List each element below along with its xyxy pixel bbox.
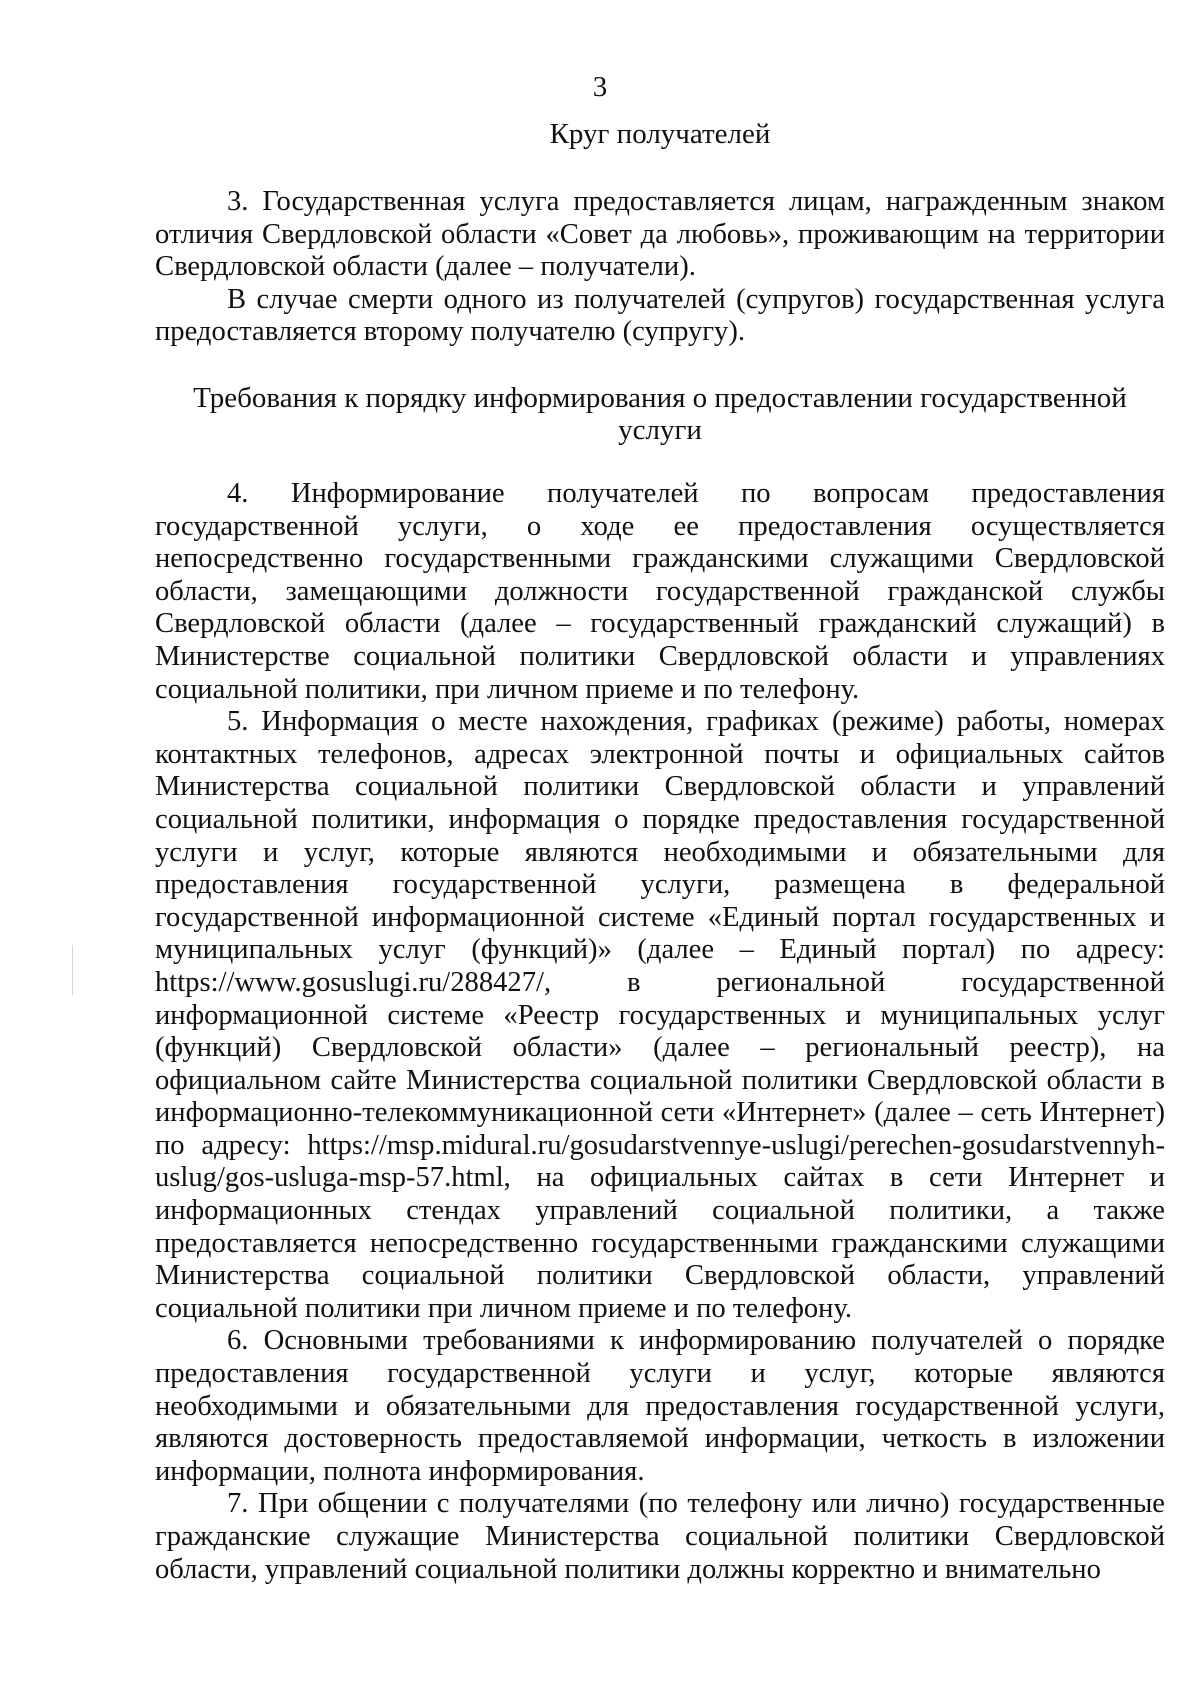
section-heading-information-requirements: Требования к порядку информирования о предоставлении государственной услуги <box>193 382 1127 446</box>
paragraph-4: 4. Информирование получателей по вопросам предоставления государственной услуги, о ходе ее предоставления осуществляется непосредственно государственными гражданскими служащими Свердловской области, замещающими должности государственной гражданской службы Свердловской области (далее – государственный гражданский служащий) в Министерстве социальной политики Свердловской области и управлениях социальной политики, при личном приеме и по телефону. <box>155 478 1165 705</box>
paragraph-5: 5. Информация о месте нахождения, графиках (режиме) работы, номерах контактных телефонов, адресах электронной почты и официальных сайтов Министерства социальной политики Свердловской области и управлений социальной политики, информация о порядке предоставления государственной услуги и услуг, которые являются необходимыми и обязательными для предоставления государственной услуги, размещена в федеральной государственной информационной системе «Единый портал государственных и муниципальных услуг (функций)» (далее – Единый портал) по адресу: https://www.gosuslugi.ru/288427/, в региональной государственной информационной системе «Реестр государственных и муниципальных услуг (функций) Свердловской области» (далее – региональный реестр), на официальном сайте Министерства социальной политики Свердловской области в информационно-телекоммуникационной сети «Интернет» (далее – сеть Интернет) по адресу: https://msp.midural.ru/gosudarstvennye-uslugi/perechen-gosudarstvennyh-uslug/gos-usluga-msp-57.html, на официальных сайтах в сети Интернет и информационных стендах управлений социальной политики, а также предоставляется непосредственно государственными гражданскими служащими Министерства социальной политики Свердловской области, управлений социальной политики при личном приеме и по телефону. <box>155 706 1165 1324</box>
section-body-recipients <box>155 186 1165 349</box>
section-body-information-requirements <box>155 478 1165 1586</box>
paragraph-7: 7. При общении с получателями (по телефону или лично) государственные гражданские служащие Министерства социальной политики Свердловской области, управлений социальной политики должны корректно и внимательно <box>155 1488 1165 1585</box>
paragraph-6: 6. Основными требованиями к информированию получателей о порядке предоставления государственной услуги и услуг, которые являются необходимыми и обязательными для предоставления государственной услуги, являются достоверность предоставляемой информации, четкость в изложении информации, полнота информирования. <box>155 1325 1165 1487</box>
page-number: 3 <box>592 71 608 103</box>
paragraph-3-continued: В случае смерти одного из получателей (супругов) государственная услуга предоставляется второму получателю (супругу). <box>155 283 1165 348</box>
scan-margin-mark <box>72 945 73 995</box>
section-heading-recipients: Круг получателей <box>549 118 771 150</box>
paragraph-3: 3. Государственная услуга предоставляется лицам, награжденным знаком отличия Свердловской области «Совет да любовь», проживающим на территории Свердловской области (далее – получатели). <box>155 186 1165 283</box>
